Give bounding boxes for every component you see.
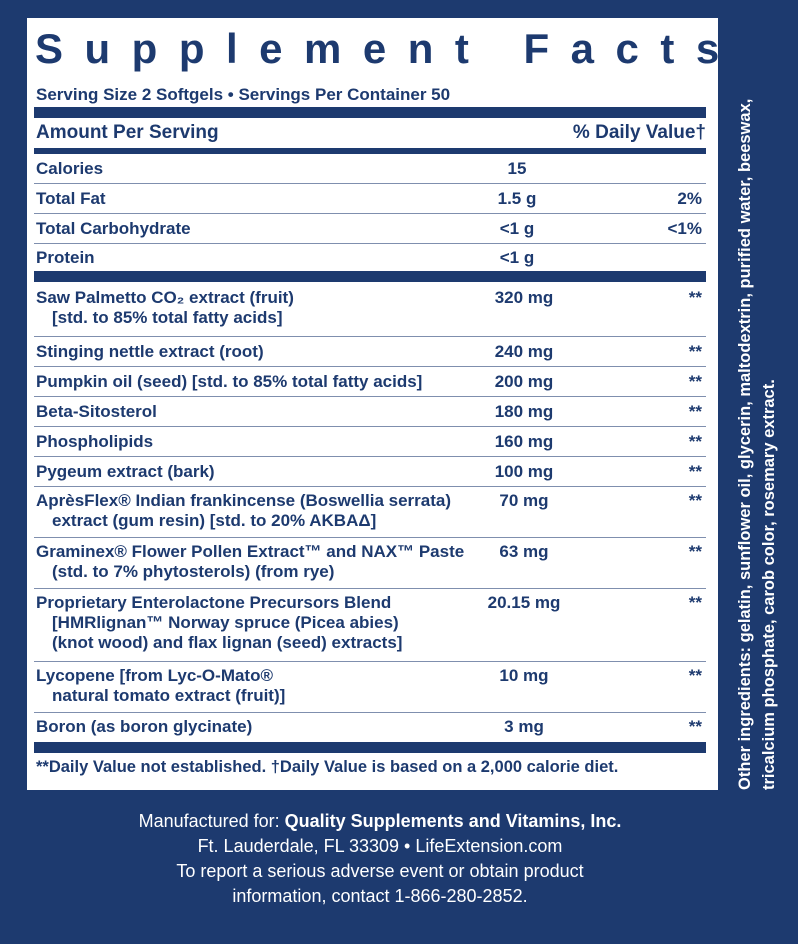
row-rule bbox=[34, 336, 706, 337]
ingredient-dv: ** bbox=[688, 432, 702, 451]
ingredient-dv: ** bbox=[688, 491, 702, 510]
manufacturer-info bbox=[0, 809, 760, 909]
row-rule bbox=[34, 537, 706, 538]
other-ingredients-label: Other ingredients: bbox=[736, 646, 754, 790]
ingredient-amount: 3 mg bbox=[504, 717, 544, 736]
row-rule bbox=[34, 183, 706, 184]
ingredient-amount: 63 mg bbox=[499, 542, 549, 561]
nutrient-dv: <1% bbox=[667, 219, 702, 238]
serving-info: Serving Size 2 Softgels • Servings Per Container 50 bbox=[36, 85, 451, 104]
daily-value-label: % Daily Value† bbox=[572, 122, 706, 143]
supplement-facts-panel bbox=[27, 18, 741, 790]
ingredient-name: Boron (as boron glycinate) bbox=[36, 717, 253, 736]
manufacturer-address: Ft. Lauderdale, FL 33309 • LifeExtension.com bbox=[197, 836, 563, 856]
manufacturer-prefix: Manufactured for: bbox=[138, 811, 285, 831]
row-rule bbox=[34, 426, 706, 427]
ingredient-dv: ** bbox=[688, 593, 702, 612]
nutrient-name: Protein bbox=[36, 248, 95, 267]
ingredient-dv: ** bbox=[688, 402, 702, 421]
nutrient-name: Calories bbox=[36, 159, 104, 178]
ingredient-name: AprèsFlex® Indian frankincense (Boswellia serrata) extract (gum resin) [std. to 20% AKBAΔ] bbox=[36, 491, 452, 530]
report-line-1: To report a serious adverse event or obtain product bbox=[176, 861, 584, 881]
ingredient-amount: 100 mg bbox=[494, 462, 554, 481]
ingredient-name: Pygeum extract (bark) bbox=[36, 462, 215, 481]
nutrient-amount: <1 g bbox=[499, 219, 535, 238]
medium-divider bbox=[34, 148, 706, 154]
ingredient-amount: 70 mg bbox=[499, 491, 549, 510]
ingredient-dv: ** bbox=[688, 462, 702, 481]
ingredient-name: Pumpkin oil (seed) [std. to 85% total fatty acids] bbox=[36, 372, 423, 391]
ingredient-amount: 320 mg bbox=[494, 288, 554, 307]
nutrient-amount: 15 bbox=[507, 159, 527, 178]
other-ingredients-text: gelatin, sunflower oil, glycerin, maltodextrin, purified water, beeswax, tricalcium phosphate, carob color, rosemary extract. bbox=[736, 98, 778, 790]
manufacturer-company: Quality Supplements and Vitamins, Inc. bbox=[284, 811, 622, 831]
nutrient-amount: 1.5 g bbox=[497, 189, 537, 208]
ingredient-name: Proprietary Enterolactone Precursors Blend [HMRlignan™ Norway spruce (Picea abies) (knot wood) and flax lignan (seed) extracts] bbox=[36, 593, 403, 652]
row-rule bbox=[34, 396, 706, 397]
ingredient-amount: 160 mg bbox=[494, 432, 554, 451]
nutrient-amount: <1 g bbox=[499, 248, 535, 267]
ingredient-name: Beta-Sitosterol bbox=[36, 402, 157, 421]
facts-title: Supplement Facts bbox=[35, 25, 741, 72]
thick-divider bbox=[34, 107, 706, 118]
row-rule bbox=[34, 661, 706, 662]
row-rule bbox=[34, 486, 706, 487]
row-rule bbox=[34, 366, 706, 367]
row-rule bbox=[34, 588, 706, 589]
other-ingredients bbox=[733, 20, 781, 790]
ingredient-dv: ** bbox=[688, 342, 702, 361]
row-rule bbox=[34, 712, 706, 713]
row-rule bbox=[34, 243, 706, 244]
ingredient-dv: ** bbox=[688, 372, 702, 391]
ingredient-name: Lycopene [from Lyc-O-Mato® natural tomato extract (fruit)] bbox=[36, 666, 286, 705]
nutrient-dv: 2% bbox=[677, 189, 702, 208]
ingredient-name: Saw Palmetto CO₂ extract (fruit) [std. to 85% total fatty acids] bbox=[36, 288, 294, 327]
manufacturer-line bbox=[0, 809, 760, 834]
ingredient-name: Stinging nettle extract (root) bbox=[36, 342, 264, 361]
ingredient-amount: 180 mg bbox=[494, 402, 554, 421]
row-rule bbox=[34, 456, 706, 457]
thick-divider bbox=[34, 742, 706, 753]
ingredient-amount: 240 mg bbox=[494, 342, 554, 361]
ingredient-name: Graminex® Flower Pollen Extract™ and NAX™ Paste (std. to 7% phytosterols) (from rye) bbox=[36, 542, 465, 581]
amount-per-serving-label: Amount Per Serving bbox=[36, 122, 219, 143]
nutrient-name: Total Carbohydrate bbox=[36, 219, 191, 238]
ingredient-dv: ** bbox=[688, 542, 702, 561]
ingredient-dv: ** bbox=[688, 717, 702, 736]
nutrient-name: Total Fat bbox=[36, 189, 106, 208]
report-line-2: information, contact 1-866-280-2852. bbox=[232, 886, 528, 906]
ingredient-amount: 200 mg bbox=[494, 372, 554, 391]
thick-divider bbox=[34, 271, 706, 282]
ingredient-name: Phospholipids bbox=[36, 432, 154, 451]
ingredient-dv: ** bbox=[688, 666, 702, 685]
ingredient-amount: 10 mg bbox=[499, 666, 549, 685]
footnote: **Daily Value not established. †Daily Value is based on a 2,000 calorie diet. bbox=[36, 758, 619, 776]
ingredient-amount: 20.15 mg bbox=[487, 593, 561, 612]
ingredient-dv: ** bbox=[688, 288, 702, 307]
amount-header bbox=[36, 121, 706, 145]
row-rule bbox=[34, 213, 706, 214]
